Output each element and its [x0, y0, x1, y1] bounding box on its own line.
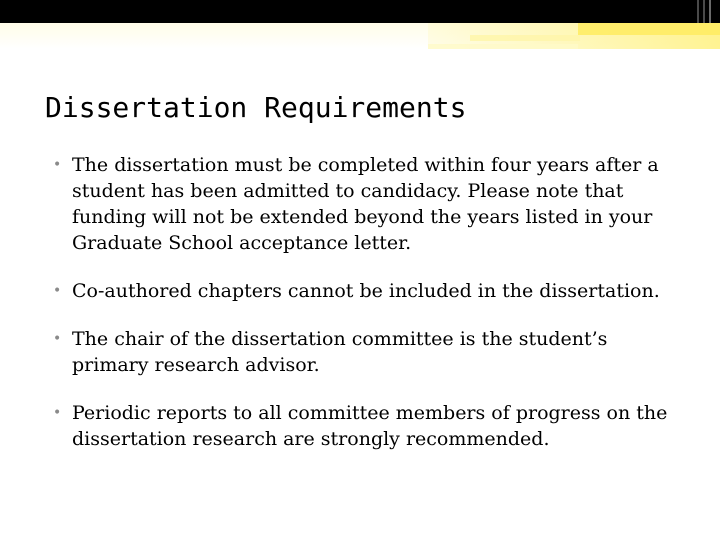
- bullet-text: Co-authored chapters cannot be included in the dissertation.: [72, 280, 660, 302]
- bullet-item: [50, 400, 680, 452]
- top-bar-accent-line: [697, 0, 699, 23]
- slide-title: Dissertation Requirements: [45, 91, 467, 124]
- top-bar-accent-line: [709, 0, 711, 23]
- header-glow: [470, 35, 580, 41]
- bullet-icon: •: [53, 157, 62, 173]
- bullet-icon: •: [53, 283, 62, 299]
- header-glow: [578, 23, 720, 35]
- bullet-icon: •: [53, 331, 62, 347]
- top-bar: [0, 0, 720, 23]
- bullet-text: The chair of the dissertation committee is the student’s primary research advisor.: [72, 328, 608, 376]
- bullet-item: [50, 326, 680, 378]
- bullet-list: [50, 152, 680, 474]
- bullet-item: [50, 152, 680, 256]
- top-bar-accent-line: [703, 0, 705, 23]
- bullet-item: [50, 278, 680, 304]
- bullet-icon: •: [53, 405, 62, 421]
- bullet-text: Periodic reports to all committee members of progress on the dissertation research are strongly recommended.: [72, 402, 668, 450]
- header-glow: [428, 44, 578, 49]
- bullet-text: The dissertation must be completed within four years after a student has been admitted to candidacy. Please note that funding will not be extended beyond the years listed in your Graduate School acceptance letter.: [72, 154, 659, 254]
